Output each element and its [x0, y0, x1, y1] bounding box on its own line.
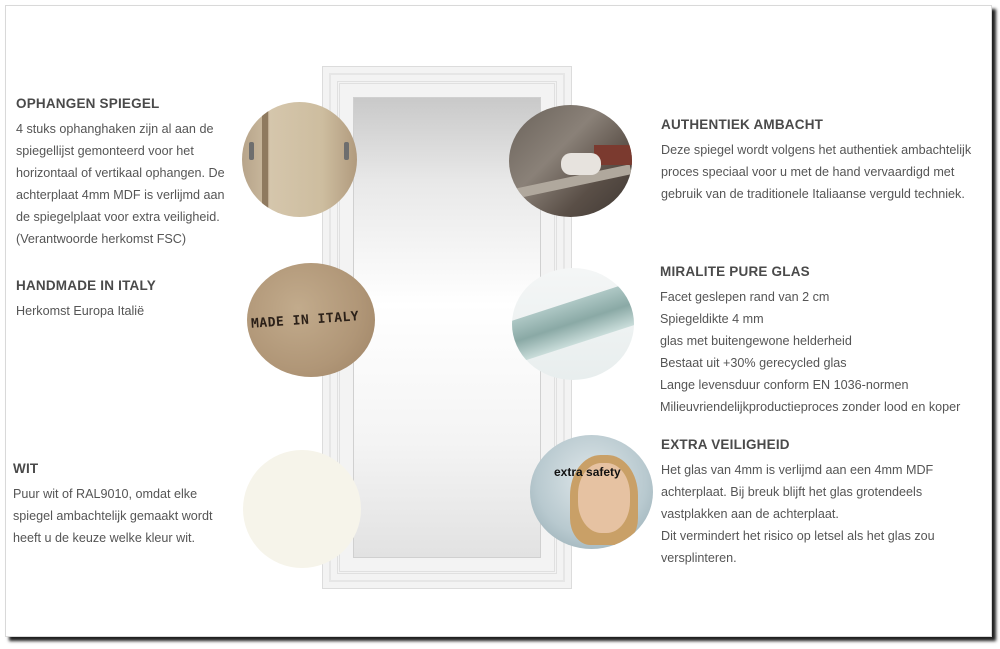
- section-text: [16, 118, 241, 250]
- text-line: Facet geslepen rand van 2 cm: [660, 290, 830, 304]
- section-title: MIRALITE PURE GLAS: [660, 264, 810, 279]
- text-line: Het glas van 4mm is verlijmd aan een 4mm MDF: [661, 463, 934, 477]
- glove-icon: [561, 153, 601, 175]
- section-ambacht: [661, 117, 991, 205]
- text-line: Herkomst Europa Italië: [16, 304, 145, 318]
- text-line: heeft u de keuze welke kleur wit.: [13, 531, 196, 545]
- text-line: spiegel ambachtelijk gemaakt wordt: [13, 509, 213, 523]
- text-line: achterplaat. Bij breuk blijft het glas grotendeels: [661, 485, 923, 499]
- craftsmanship-image: [509, 105, 632, 217]
- text-line: Spiegeldikte 4 mm: [660, 312, 764, 326]
- text-line: de spiegelplaat voor extra veiligheid.: [16, 210, 220, 224]
- section-text: [661, 459, 991, 569]
- made-in-italy-image: [247, 263, 375, 377]
- section-wit: [13, 461, 243, 549]
- white-swatch-image: [243, 450, 361, 568]
- section-veiligheid: [661, 437, 991, 569]
- glass-edge-image: [512, 268, 634, 380]
- section-handmade: [16, 278, 241, 322]
- glass-pane: [512, 275, 634, 364]
- text-line: Milieuvriendelijkproductieproces zonder lood en koper: [660, 400, 961, 414]
- extra-safety-label: extra safety: [554, 465, 621, 479]
- section-text: [661, 139, 991, 205]
- text-line: vastplakken aan de achterplaat.: [661, 507, 839, 521]
- hook-icon: [249, 142, 254, 160]
- section-miralite: [660, 264, 990, 418]
- text-line: (Verantwoorde herkomst FSC): [16, 232, 187, 246]
- text-line: versplinteren.: [661, 551, 737, 565]
- section-text: [660, 286, 990, 418]
- text-line: 4 stuks ophanghaken zijn al aan de: [16, 122, 214, 136]
- section-title: HANDMADE IN ITALY: [16, 278, 156, 293]
- extra-safety-image: [530, 435, 653, 549]
- text-line: achterplaat 4mm MDF is verlijmd aan: [16, 188, 225, 202]
- section-title: WIT: [13, 461, 39, 476]
- text-line: Dit vermindert het risico op letsel als het glas zou: [661, 529, 935, 543]
- section-title: EXTRA VEILIGHEID: [661, 437, 790, 452]
- text-line: proces speciaal voor u met de hand vervaardigd met: [661, 165, 955, 179]
- section-ophangen: [16, 96, 241, 250]
- text-line: gebruik van de traditionele Italiaanse verguld techniek.: [661, 187, 965, 201]
- made-in-italy-stamp: MADE IN ITALY: [250, 309, 360, 332]
- text-line: Deze spiegel wordt volgens het authentiek ambachtelijk: [661, 143, 972, 157]
- text-line: Lange levensduur conform EN 1036-normen: [660, 378, 909, 392]
- section-title: AUTHENTIEK AMBACHT: [661, 117, 824, 132]
- frame-edge: [262, 102, 268, 217]
- hook-icon: [344, 142, 349, 160]
- text-line: Bestaat uit +30% gerecycled glas: [660, 356, 847, 370]
- section-text: [13, 483, 243, 549]
- hanging-hooks-image: [242, 102, 357, 217]
- text-line: spiegellijst gemonteerd voor het: [16, 144, 194, 158]
- text-line: Puur wit of RAL9010, omdat elke: [13, 487, 198, 501]
- section-text: [16, 300, 241, 322]
- text-line: horizontaal of vertikaal ophangen. De: [16, 166, 225, 180]
- section-title: OPHANGEN SPIEGEL: [16, 96, 160, 111]
- text-line: glas met buitengewone helderheid: [660, 334, 852, 348]
